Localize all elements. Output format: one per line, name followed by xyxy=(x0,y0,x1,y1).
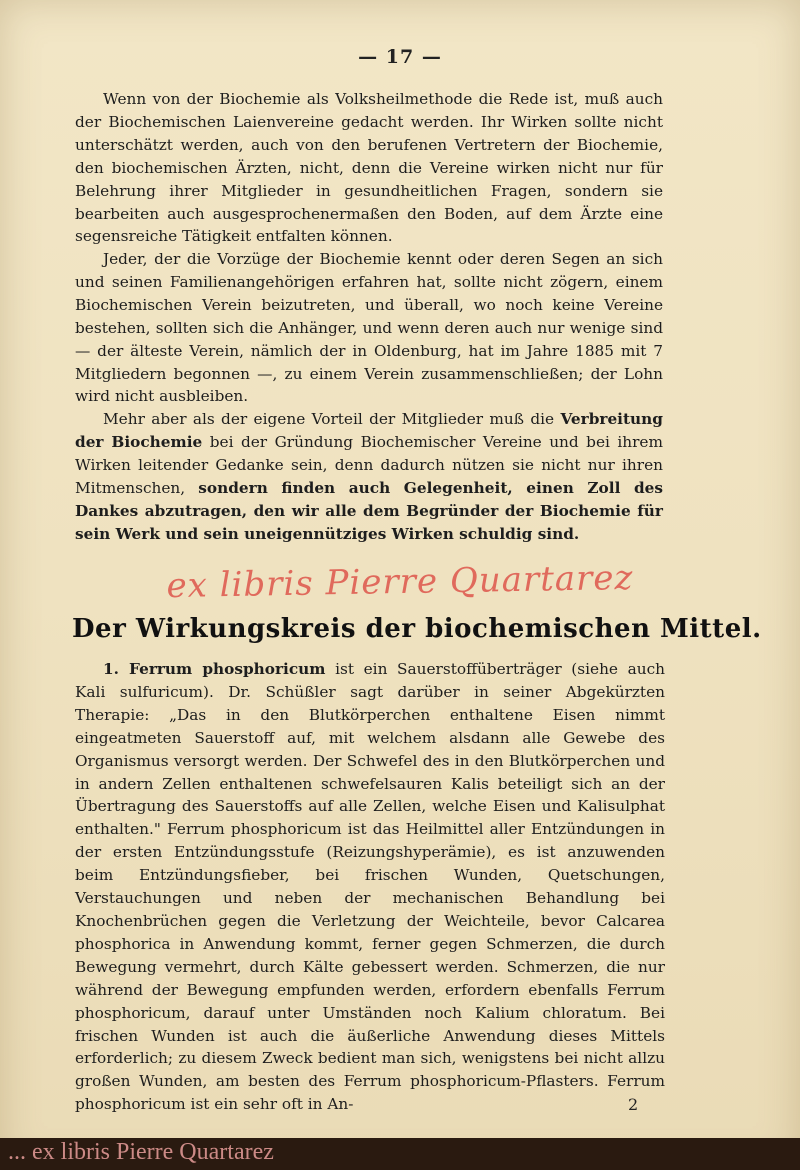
paragraph-text xyxy=(75,408,663,545)
paragraph-text: Jeder, der die Vorzüge der Biochemie kennt oder deren Segen an sich und seinen Familienangehörigen erfahren hat, sollte nicht zögern, einem Biochemischen Verein beizutreten, und überall, wo noch keine Vereine bestehen, sollten sich die Anhänger, und wenn deren auch nur wenige sind — der älteste Verein, nämlich der in Oldenburg, hat im Jahre 1885 mit 7 Mitgliedern begonnen —, zu einem Verein zusammenschließen; der Lohn wird nicht ausbleiben. xyxy=(75,250,663,406)
paragraph-lay-associations xyxy=(75,88,663,248)
watermark: ... ex libris Pierre Quartarez xyxy=(8,1139,274,1165)
text-run: Mehr aber als der eigene Vorteil der Mitglieder muß die xyxy=(103,410,561,428)
paragraph-join-association xyxy=(75,248,663,408)
paragraph-spread-biochemistry xyxy=(75,408,663,545)
bold-text-run: sondern finden auch Gelegenheit, einen Zoll des Dankes abzutragen, den wir alle dem Begründer der Biochemie für sein Werk und sein uneigennütziges Wirken schuldig sind. xyxy=(75,478,663,543)
signature-mark: 2 xyxy=(628,1095,639,1114)
paragraph-ferrum-phosphoricum xyxy=(75,658,665,1116)
paragraph-text xyxy=(75,658,665,1116)
bold-text-run: Verbreitung der Biochemie xyxy=(75,410,663,451)
ex-libris-stamp: ex libris Pierre Quartarez xyxy=(166,557,634,607)
bold-text-run: 1. Ferrum phosphoricum xyxy=(103,660,326,678)
text-run: ist ein Sauerstoffüberträger (siehe auch Kali sulfuricum). Dr. Schüßler sagt darüber in seiner Abgekürzten Therapie: „Das in den Blutkörperchen enthaltene Eisen nimmt eingeatmeten Sauerstoff auf, mit welchem alsdann alle Gewebe des Organismus versorgt werden. Der Schwefel des in den Blutkörperchen und in andern Zellen enthaltenen schwefelsauren Kalis beteiligt sich an der Übertragung des Sauerstoffs auf alle Zellen, welche Eisen und Kalisulphat enthalten." Ferrum phosphoricum ist das Heilmittel aller Entzündungen in der ersten Entzündungsstufe (Reizungshyperämie), es ist anzuwenden beim Entzündungsfieber, bei frischen Wunden, Quetschungen, Verstauchungen und neben der mechanischen Behandlung bei Knochenbrüchen gegen die Verletzung der Weichteile, bevor Calcarea phosphorica in Anwendung kommt, ferner gegen Schmerzen, die durch Bewegung vermehrt, durch Kälte gebessert werden. Schmerzen, die nur während der Bewegung empfunden werden, erfordern ebenfalls Ferrum phosphoricum, darauf unter Umständen noch Kalium chloratum. Bei frischen Wunden ist auch die äußerliche Anwendung dieses Mittels erforderlich; zu diesem Zweck bedient man sich, wenigstens bei nicht allzu großen Wunden, am besten des Ferrum phosphoricum-Pflasters. Ferrum phosphoricum ist ein sehr oft in An- xyxy=(75,660,665,1114)
section-title: Der Wirkungskreis der biochemischen Mittel. xyxy=(72,614,762,644)
paragraph-text: Wenn von der Biochemie als Volksheilmethode die Rede ist, muß auch der Biochemischen Laienvereine gedacht werden. Ihr Wirken sollte nicht unterschätzt werden, auch von den berufenen Vertretern der Biochemie, den biochemischen Ärzten, nicht, denn die Vereine wirken nicht nur für Belehrung ihrer Mitglieder in gesundheitlichen Fragen, sondern sie bearbeiten auch ausgesprochenermaßen den Boden, auf dem Ärzte eine segensreiche Tätigkeit entfalten können. xyxy=(75,90,663,246)
page-number: — 17 — xyxy=(358,46,442,68)
text-run: bei der Gründung Biochemischer Vereine und bei ihrem Wirken leitender Gedanke sein, denn dadurch nützen sie nicht nur ihren Mitmenschen, xyxy=(75,432,663,497)
